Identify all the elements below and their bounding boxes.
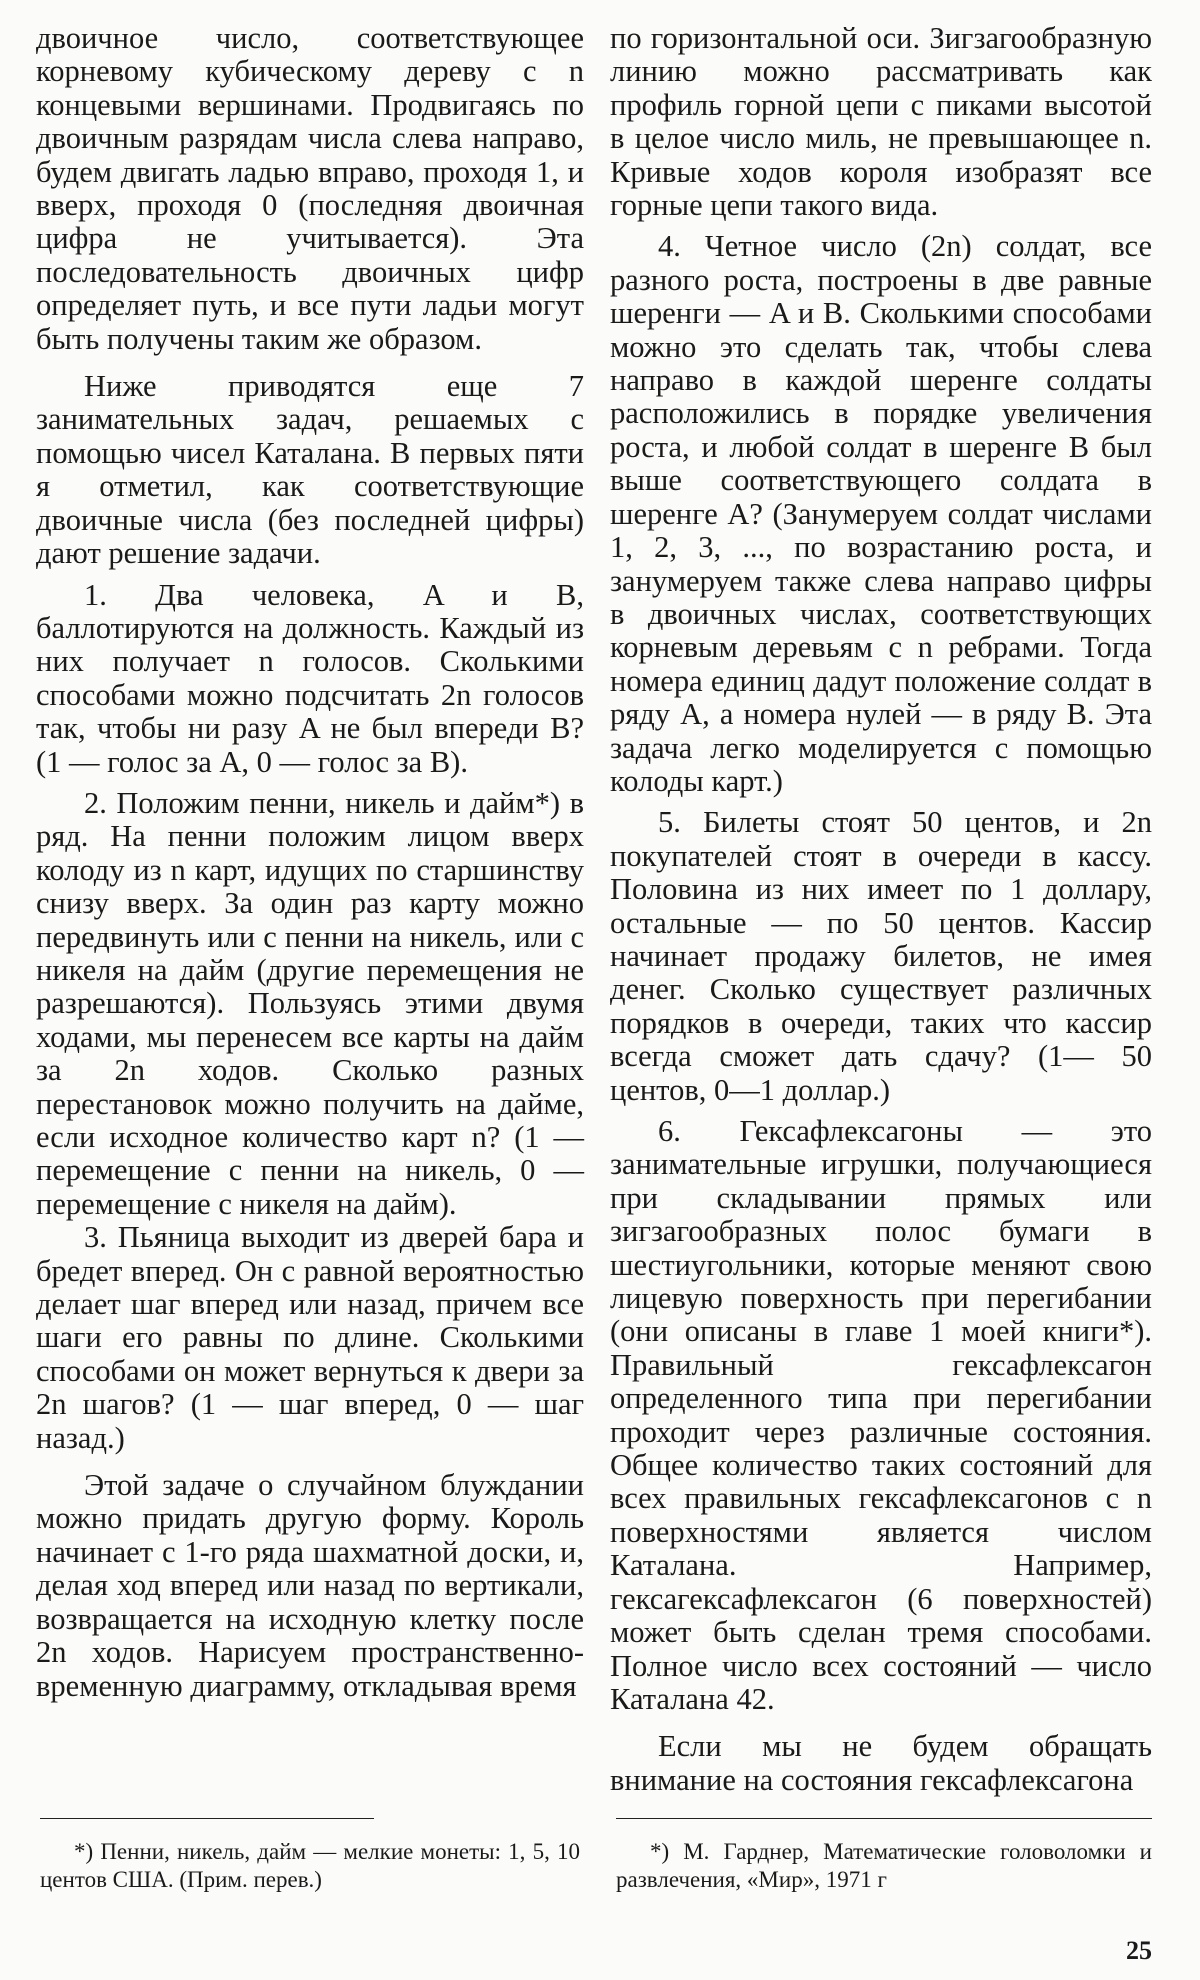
footnote-gardner-book: *) М. Гарднер, Математические головоломки и развлечения, «Мир», 1971 г [616, 1839, 1152, 1892]
paragraph-random-walk: Этой задаче о случайном блуждании можно придать другую форму. Король начинает с 1-го ряда шахматной доски, и, делая ход вперед или назад по вертикали, возвращается на исходную клетку после 2n ходов. Нарисуем пространственно-временную диаграмму, откладывая время [36, 1468, 584, 1703]
footnote-left [40, 1838, 580, 1894]
page-number: 25 [1126, 1936, 1152, 1965]
problem-2-coins-cards: 2. Положим пенни, никель и дайм*) в ряд. На пенни положим лицом вверх колоду из n карт, идущих по старшинству снизу вверх. За один раз карту можно передвинуть или с пенни на никель, или с никеля на дайм (другие перемещения не разрешаются). Пользуясь этими двумя ходами, мы перенесем все карты на дайм за 2n ходов. Сколько разных перестановок можно получить на дайме, если исходное количество карт n? (1 — перемещение с пенни на никель, 0 — перемещение с никеля на дайм). [36, 785, 584, 1221]
problem-4-soldiers: 4. Четное число (2n) солдат, все разного роста, построены в две равные шеренги — A и B. Сколькими способами можно это сделать так, чтобы слева направо в каждой шеренге солдаты расположились в порядке увеличения роста, и любой солдат в шеренге B был выше соответствующего солдата в шеренге A? (Занумеруем солдат числами 1, 2, 3, ..., по возрастанию роста, и занумеруем также слева направо цифры в двоичных числах, соответствующих корневым деревьям с n ребрами. Тогда номера единиц дадут положение солдат в ряду A, а номера нулей — в ряду B. Эта задача легко моделируется с помощью колоды карт.) [610, 229, 1152, 798]
paragraph-rook-path: двоичное число, соответствующее корневому кубическому дереву с n концевыми вершинами. Продвигаясь по двоичным разрядам числа слева направо, будем двигать ладью вправо, проходя 1, и вверх, проходя 0 (последняя двоичная цифра не учитывается). Эта последовательность двоичных цифр определяет путь, и все пути ладьи могут быть получены таким же образом. [36, 21, 584, 356]
footnote-coins: *) Пенни, никель, дайм — мелкие монеты: 1, 5, 10 центов США. (Прим. перев.) [40, 1839, 580, 1892]
problem-1-election: 1. Два человека, A и B, баллотируются на должность. Каждый из них получает n голосов. Сколькими способами можно подсчитать 2n голосов так, чтобы ни разу A не был впереди B? (1 — голос за A, 0 — голос за B). [36, 577, 584, 779]
problem-3-drunkard: 3. Пьяница выходит из дверей бара и бредет вперед. Он с равной вероятностью делает шаг вперед или назад, причем все шаги его равны по длине. Сколькими способами он может вернуться к двери за 2n шагов? (1 — шаг вперед, 0 — шаг назад.) [36, 1220, 584, 1455]
footnote-right [616, 1838, 1152, 1894]
paragraph-hexaflexagon-states: Если мы не будем обращать внимание на состояния гексафлексагона [610, 1729, 1152, 1797]
right-column [610, 22, 1152, 1797]
footnote-divider-left [40, 1818, 374, 1819]
problem-5-tickets: 5. Билеты стоят 50 центов, и 2n покупателей стоят в очереди в кассу. Половина из них имеет по 1 доллару, остальные — по 50 центов. Кассир начинает продажу билетов, не имея денег. Сколько существует различных порядков в очереди, таких что кассир всегда сможет дать сдачу? (1— 50 центов, 0—1 доллар.) [610, 805, 1152, 1107]
paragraph-mountain-range: по горизонтальной оси. Зигзагообразную линию можно рассматривать как профиль горной цепи с пиками высотой в целое число миль, не превышающее n. Кривые ходов короля изобразят все горные цепи такого вида. [610, 21, 1152, 223]
problem-6-hexaflexagons: 6. Гексафлексагоны — это занимательные игрушки, получающиеся при складывании прямых или зигзагообразных полос бумаги в шестиугольники, которые меняют свою лицевую поверхность при перегибании (они описаны в главе 1 моей книги*). Правильный гексафлексагон определенного типа при перегибании проходит через различные состояния. Общее количество таких состояний для всех правильных гексафлексагонов с n поверхностями является числом Каталана. Например, гексагексафлексагон (6 поверхностей) может быть сделан тремя способами. Полное число всех состояний — число Каталана 42. [610, 1114, 1152, 1716]
left-column [36, 22, 584, 1703]
paragraph-intro-problems: Ниже приводятся еще 7 занимательных задач, решаемых с помощью чисел Каталана. В первых пяти я отметил, как соответствующие двоичные числа (без последней цифры) дают решение задачи. [36, 369, 584, 571]
footnote-divider-right [616, 1818, 1152, 1819]
